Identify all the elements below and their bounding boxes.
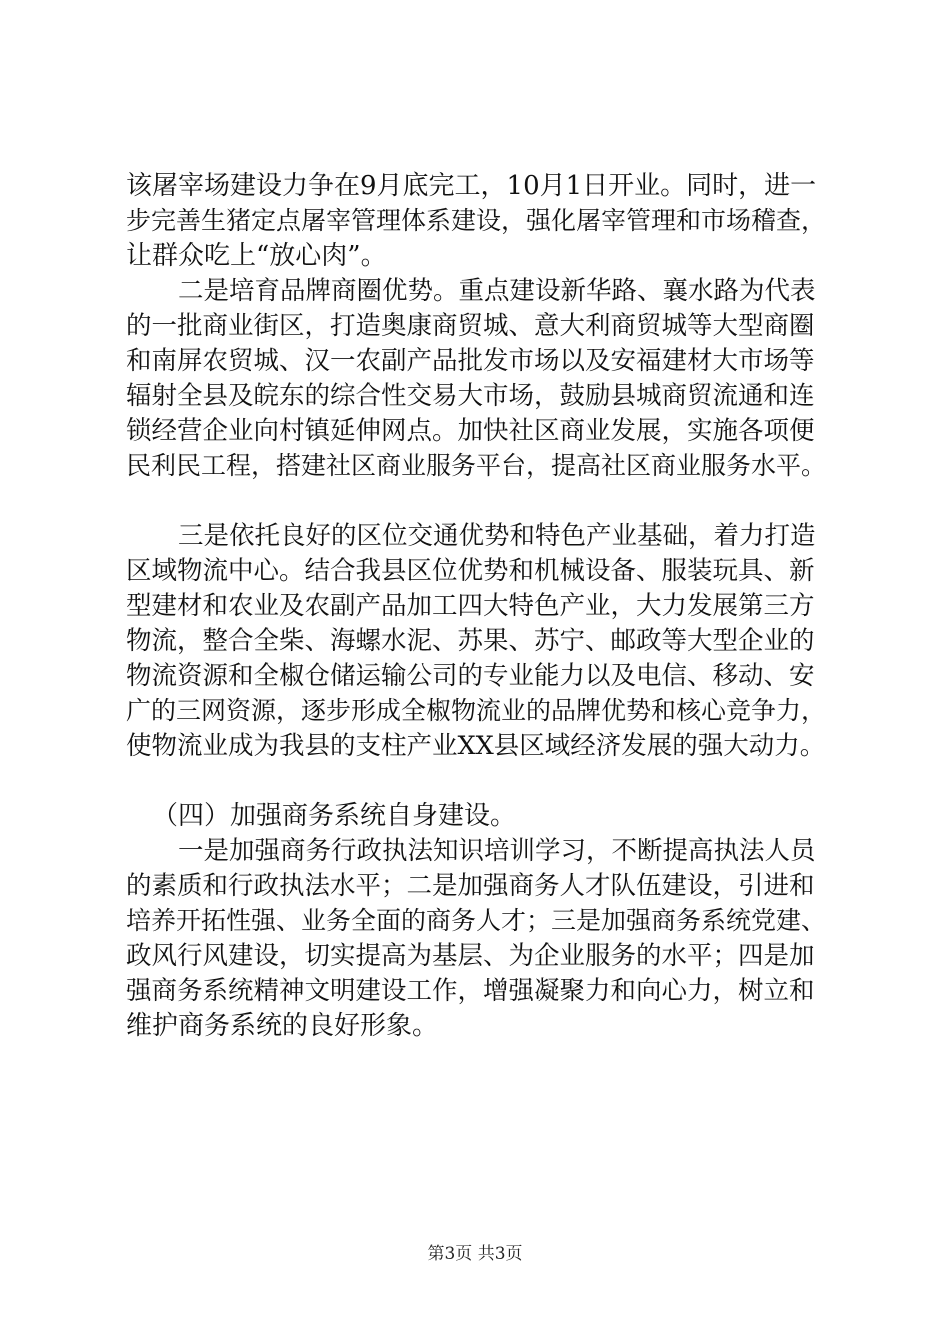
text-line: 二是培育品牌商圈优势。重点建设新华路、襄水路为代表 <box>178 276 816 306</box>
text-line: 物流资源和全椒仓储运输公司的专业能力以及电信、移动、安 <box>126 661 815 691</box>
text-line: 维护商务系统的良好形象。 <box>126 1011 439 1041</box>
text-line: 三是依托良好的区位交通优势和特色产业基础，着力打造 <box>178 521 816 551</box>
text-line: 该屠宰场建设力争在9月底完工，10月1日开业。同时，进一 <box>126 171 817 201</box>
text-line: 辐射全县及皖东的综合性交易大市场，鼓励县城商贸流通和连 <box>126 381 815 411</box>
text-line: 培养开拓性强、业务全面的商务人才；三是加强商务系统党建、 <box>126 906 827 935</box>
text-line: 的一批商业街区，打造奥康商贸城、意大利商贸城等大型商圈 <box>126 311 815 341</box>
text-line: 锁经营企业向村镇延伸网点。加快社区商业发展，实施各项便 <box>126 416 815 446</box>
page-number-footer: 第3页 共3页 <box>427 1244 523 1264</box>
text-line: 的素质和行政执法水平；二是加强商务人才队伍建设，引进和 <box>126 871 815 901</box>
text-line: 民利民工程，搭建社区商业服务平台，提高社区商业服务水平。 <box>126 451 827 480</box>
text-line: 广的三网资源，逐步形成全椒物流业的品牌优势和核心竞争力， <box>126 696 827 725</box>
text-line: 使物流业成为我县的支柱产业XX县区域经济发展的强大动力。 <box>126 731 826 761</box>
text-line: 和南屏农贸城、汉一农副产品批发市场以及安福建材大市场等 <box>126 346 815 376</box>
text-line: 一是加强商务行政执法知识培训学习，不断提高执法人员 <box>178 836 816 866</box>
text-line: 型建材和农业及农副产品加工四大特色产业，大力发展第三方 <box>126 591 815 621</box>
text-line: 步完善生猪定点屠宰管理体系建设，强化屠宰管理和市场稽查， <box>126 206 827 235</box>
text-line: 物流，整合全柴、海螺水泥、苏果、苏宁、邮政等大型企业的 <box>126 626 815 656</box>
text-line: 政风行风建设，切实提高为基层、为企业服务的水平；四是加 <box>126 941 815 971</box>
text-line: 区域物流中心。结合我县区位优势和机械设备、服装玩具、新 <box>126 556 815 586</box>
text-line: 强商务系统精神文明建设工作，增强凝聚力和向心力，树立和 <box>126 976 815 1006</box>
section-heading: （四）加强商务系统自身建设。 <box>152 801 517 831</box>
text-line: 让群众吃上“放心肉”。 <box>126 241 387 271</box>
